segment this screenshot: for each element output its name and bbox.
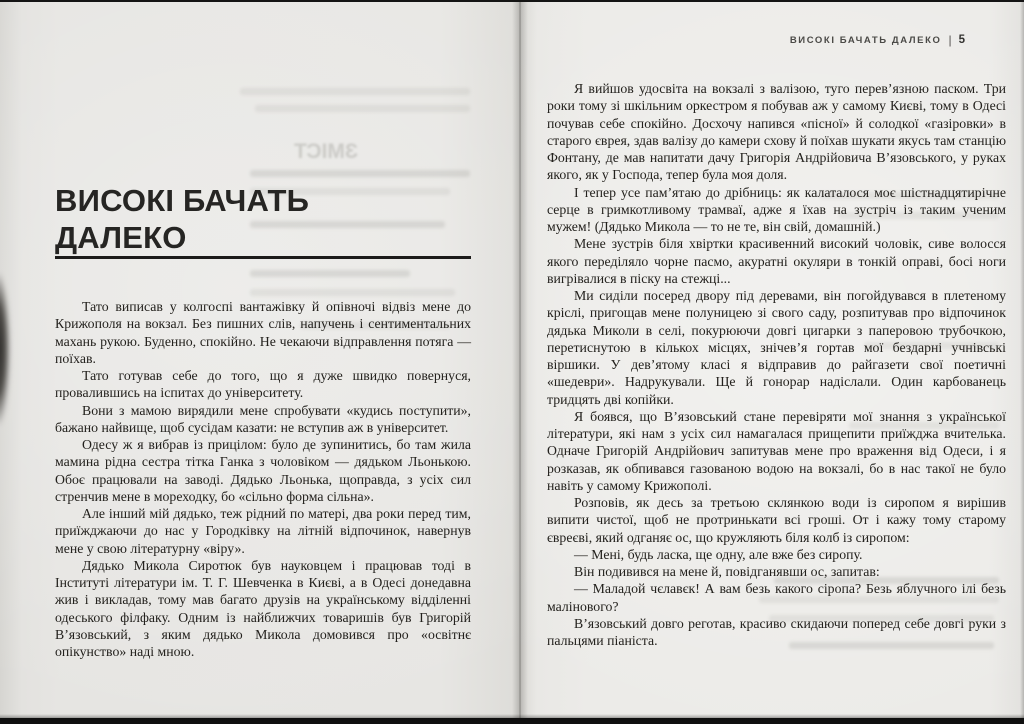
body-paragraph: — Мені, будь ласка, ще одну, але вже без сиропу. — [574, 546, 863, 562]
body-paragraph: Але інший мій дядько, теж рідний по матері, два роки перед тим, приїжджаючи до нас у Городківку на літній відпочинок, навернув мене у свою літературну «віру». — [55, 506, 471, 556]
show-through-line — [250, 270, 410, 277]
chapter-title-line2: ДАЛЕКО — [55, 220, 187, 255]
chapter-title — [55, 182, 485, 256]
photo-edge — [0, 0, 1024, 2]
body-paragraph: Він подивився на мене й, повідганявши ос, запитав: — [574, 564, 880, 579]
body-paragraph: В’язовський довго реготав, красиво скидаючи поперед себе довгі руки з пальцями піаніста. — [547, 615, 1006, 648]
chapter-title-line1: ВИСОКІ БАЧАТЬ — [55, 183, 310, 218]
left-page-text-column — [55, 298, 471, 660]
body-paragraph: — Маладой чєлавєк! А вам безь какого сіропа? Безь яблучного ілі безь малінового? — [547, 581, 1006, 614]
show-through-line — [250, 170, 470, 177]
show-through-line — [240, 88, 470, 95]
body-paragraph: Вони з мамою вирядили мене спробувати «кудись поступити», бажано найвище, щоб сусідам казати: не вступив аж в університет. — [55, 402, 471, 435]
left-page — [0, 2, 519, 718]
page-number: 5 — [958, 34, 965, 46]
show-through-contents-heading: ЗМІСТ — [294, 140, 358, 163]
body-paragraph: І тепер усе пам’ятаю до дрібниць: як калаталося моє шістнадцятирічне серце в гримкотливому трамваї, адже я їхав на зустріч із таким ученим мужем! (Дядько Микола — то не те, він свій, домашній.) — [547, 184, 1006, 234]
show-through-line — [255, 105, 470, 112]
title-divider-rule — [55, 256, 471, 259]
body-paragraph: Одесу ж я вибрав із прицілом: було де зупинитись, бо там жила мамина рідна сестра тітка Ганка з чоловіком — дядьком Льонькою. Обоє працювали на заводі. Дядько Льонька, щоправда, з усіх сил стренчив мене в мореходку, бо «сільно форма сільна». — [55, 437, 471, 504]
body-paragraph: Ми сиділи посеред двору під деревами, він погойдувався в плетеному кріслі, пригощав мене полуницею зі свого саду, розпитував про відпочинок дядька Миколи в селі, покурюючи довгі цигарки з паперовою трубочкою, перетиснутою в кількох місцях, знічев’я гортав мої бездарні учнівські віршики. У дев’ятому класі я відправив до райгазети свої поетичні «шедеври». Надрукували. Ще й гонорар надіслали. Один карбованець тридцять дві копійки. — [547, 288, 1006, 407]
body-paragraph: Мене зустрів біля хвіртки красивенний високий чоловік, сиве волосся якого переділяло чорне пасмо, акуратні окуляри в тонкій оправі, босі ноги вигрівалися в піску на стежці... — [547, 236, 1006, 286]
photo-edge — [0, 714, 1024, 724]
right-page-text-column — [547, 80, 1006, 649]
body-paragraph: Я боявся, що В’язовський стане перевіряти мої знання з української літератури, які нам з усіх сил намагалася прищепити приїжджа вчителька. Одначе Григорій Андрійович запитував мене про враження від Одеси, і я розказав, як обпивався газованою водою на вокзалі, бо в нас такої не було навіть у самому Крижополі. — [547, 408, 1006, 493]
body-paragraph: Тато виписав у колгоспі вантажівку й опівночі відвіз мене до Крижополя на вокзал. Без пишних слів, напучень і сентиментальних махань рукою. Буденно, спокійно. Не чекаючи відправлення потяга — поїхав. — [55, 299, 471, 366]
body-paragraph: Тато готував себе до того, що я дуже швидко повернуся, провалившись на іспитах до університету. — [55, 368, 471, 401]
body-paragraph: Дядько Микола Сиротюк був науковцем і працював тоді в Інституті літератури ім. Т. Г. Шевченка в Києві, а в Одесі донедавна жив і викладав, тому мав багато друзів на українському відділенні одеського філфаку. Одним із найближчих товаришів був Григорій В’язовський, з яким дядько Микола домовився про «освітнє опікунство» наді мною. — [55, 557, 471, 659]
page-gutter — [512, 2, 528, 718]
running-header — [790, 33, 965, 47]
running-header-title: ВИСОКІ БАЧАТЬ ДАЛЕКО — [789, 34, 942, 46]
body-paragraph: Я вийшов удосвіта на вокзалі з валізою, туго перев’язною паском. Три роки тому зі шкільним оркестром я побував аж у самому Києві, тому в Одесі почував себе спокійно. Досхочу напився «пісної» й солодкої «газіровки» в старого єврея, здав валізу до камери схову й поїхав шукати якусь там станцію Фонтану, де мав напитати дачу Григорія Андрійовича В’язовського, у руках якого, як у Господа, тепер була моя доля. — [547, 81, 1006, 183]
book-spread — [0, 2, 1024, 718]
running-header-separator: | — [948, 33, 952, 47]
show-through-line — [250, 289, 455, 296]
page-edge-shadow — [1020, 2, 1024, 718]
body-paragraph: Розповів, як десь за третьою склянкою води із сиропом я вирішив випити чистої, щоб не протринькати всі гроші. От і кажу тому старому євреєві, який одганяє ос, що кружляють біля колб із сиропом: — [547, 495, 1006, 545]
